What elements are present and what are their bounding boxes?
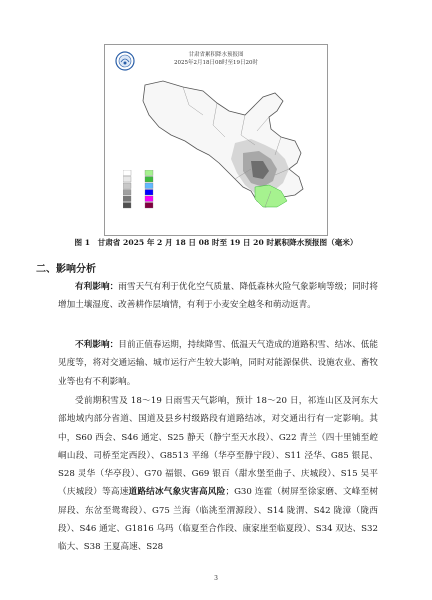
map-title-line2: 2025年2月18日08时至19日20时 xyxy=(174,60,258,66)
paragraph-unfavorable-impact xyxy=(58,336,378,391)
page-number: 3 xyxy=(214,575,218,582)
paragraph-favorable-impact xyxy=(58,278,378,315)
precipitation-map-figure xyxy=(104,44,328,236)
unfavorable-label: 不利影响： xyxy=(75,340,119,350)
map-title-line1: 甘肃省累积降水预报图 xyxy=(188,52,244,58)
legend-swatch xyxy=(145,177,153,183)
legend-swatch xyxy=(123,170,131,176)
road-icing-risk-label: 道路结冰气象灾害高风险 xyxy=(128,487,226,498)
favorable-label: 有利影响： xyxy=(75,282,119,292)
legend-swatch xyxy=(145,170,153,176)
legend-swatch xyxy=(123,177,131,183)
road-icing-text-a: 受前期积雪及 18～19 日雨雪天气影响，预计 18～20 日，祁连山区及河东大部地域内部分省道、国道及县乡村级路段有道路结冰，对交通出行有一定影响。其中，S60 西会、S46 通定、S25 静天（静宁至天水段）、G22 青兰（四十里铺至崆峒山段、司桥至定西段）、G8513 平绵（华亭至静宁段）、S11 泾华、G85 银昆、S28 灵华（华亭段）、G70 福银、G69 银百（甜水堡至曲子、庆城段）、S15 吴平（庆城段）等高速 xyxy=(58,396,378,498)
legend-swatch xyxy=(145,203,153,209)
road-icing-text-b: ；G30 连霍（树屏至徐家磨、文峰至树屏段、东岔至鸳鸯段）、G75 兰海（临洮至渭源段）、S14 陇渭、S42 陇漳（陇西段）、S46 通定、G1816 乌玛（临夏至合作段、康家崖至临夏段）、S34 双达、S32 临大、S38 王夏高速、S28 xyxy=(58,487,378,553)
legend-swatch xyxy=(123,183,131,189)
section-heading: 二、影响分析 xyxy=(36,264,96,275)
paragraph-road-icing xyxy=(58,392,378,557)
legend-swatch xyxy=(123,203,131,209)
unfavorable-text: 目前正值春运期，持续降雪、低温天气造成的道路积雪、结冰、低能见度等，将对交通运输、城市运行产生较大影响，同时对能源保供、设施农业、畜牧业等也有不利影响。 xyxy=(58,340,378,387)
map-title xyxy=(105,51,327,67)
legend-swatch xyxy=(145,190,153,196)
figure-caption: 图 1 甘肃省 2025 年 2 月 18 日 08 时至 19 日 20 时累积降水预报图（毫米） xyxy=(74,238,358,247)
legend-swatch xyxy=(145,183,153,189)
favorable-text: 雨雪天气有利于优化空气质量、降低森林火险气象影响等级；同时将增加土壤湿度、改善耕作层墒情，有利于小麦安全越冬和萌动返青。 xyxy=(58,282,378,311)
legend-swatch xyxy=(123,196,131,202)
legend-swatch xyxy=(123,190,131,196)
legend-swatch xyxy=(145,196,153,202)
precipitation-legend xyxy=(123,170,187,212)
